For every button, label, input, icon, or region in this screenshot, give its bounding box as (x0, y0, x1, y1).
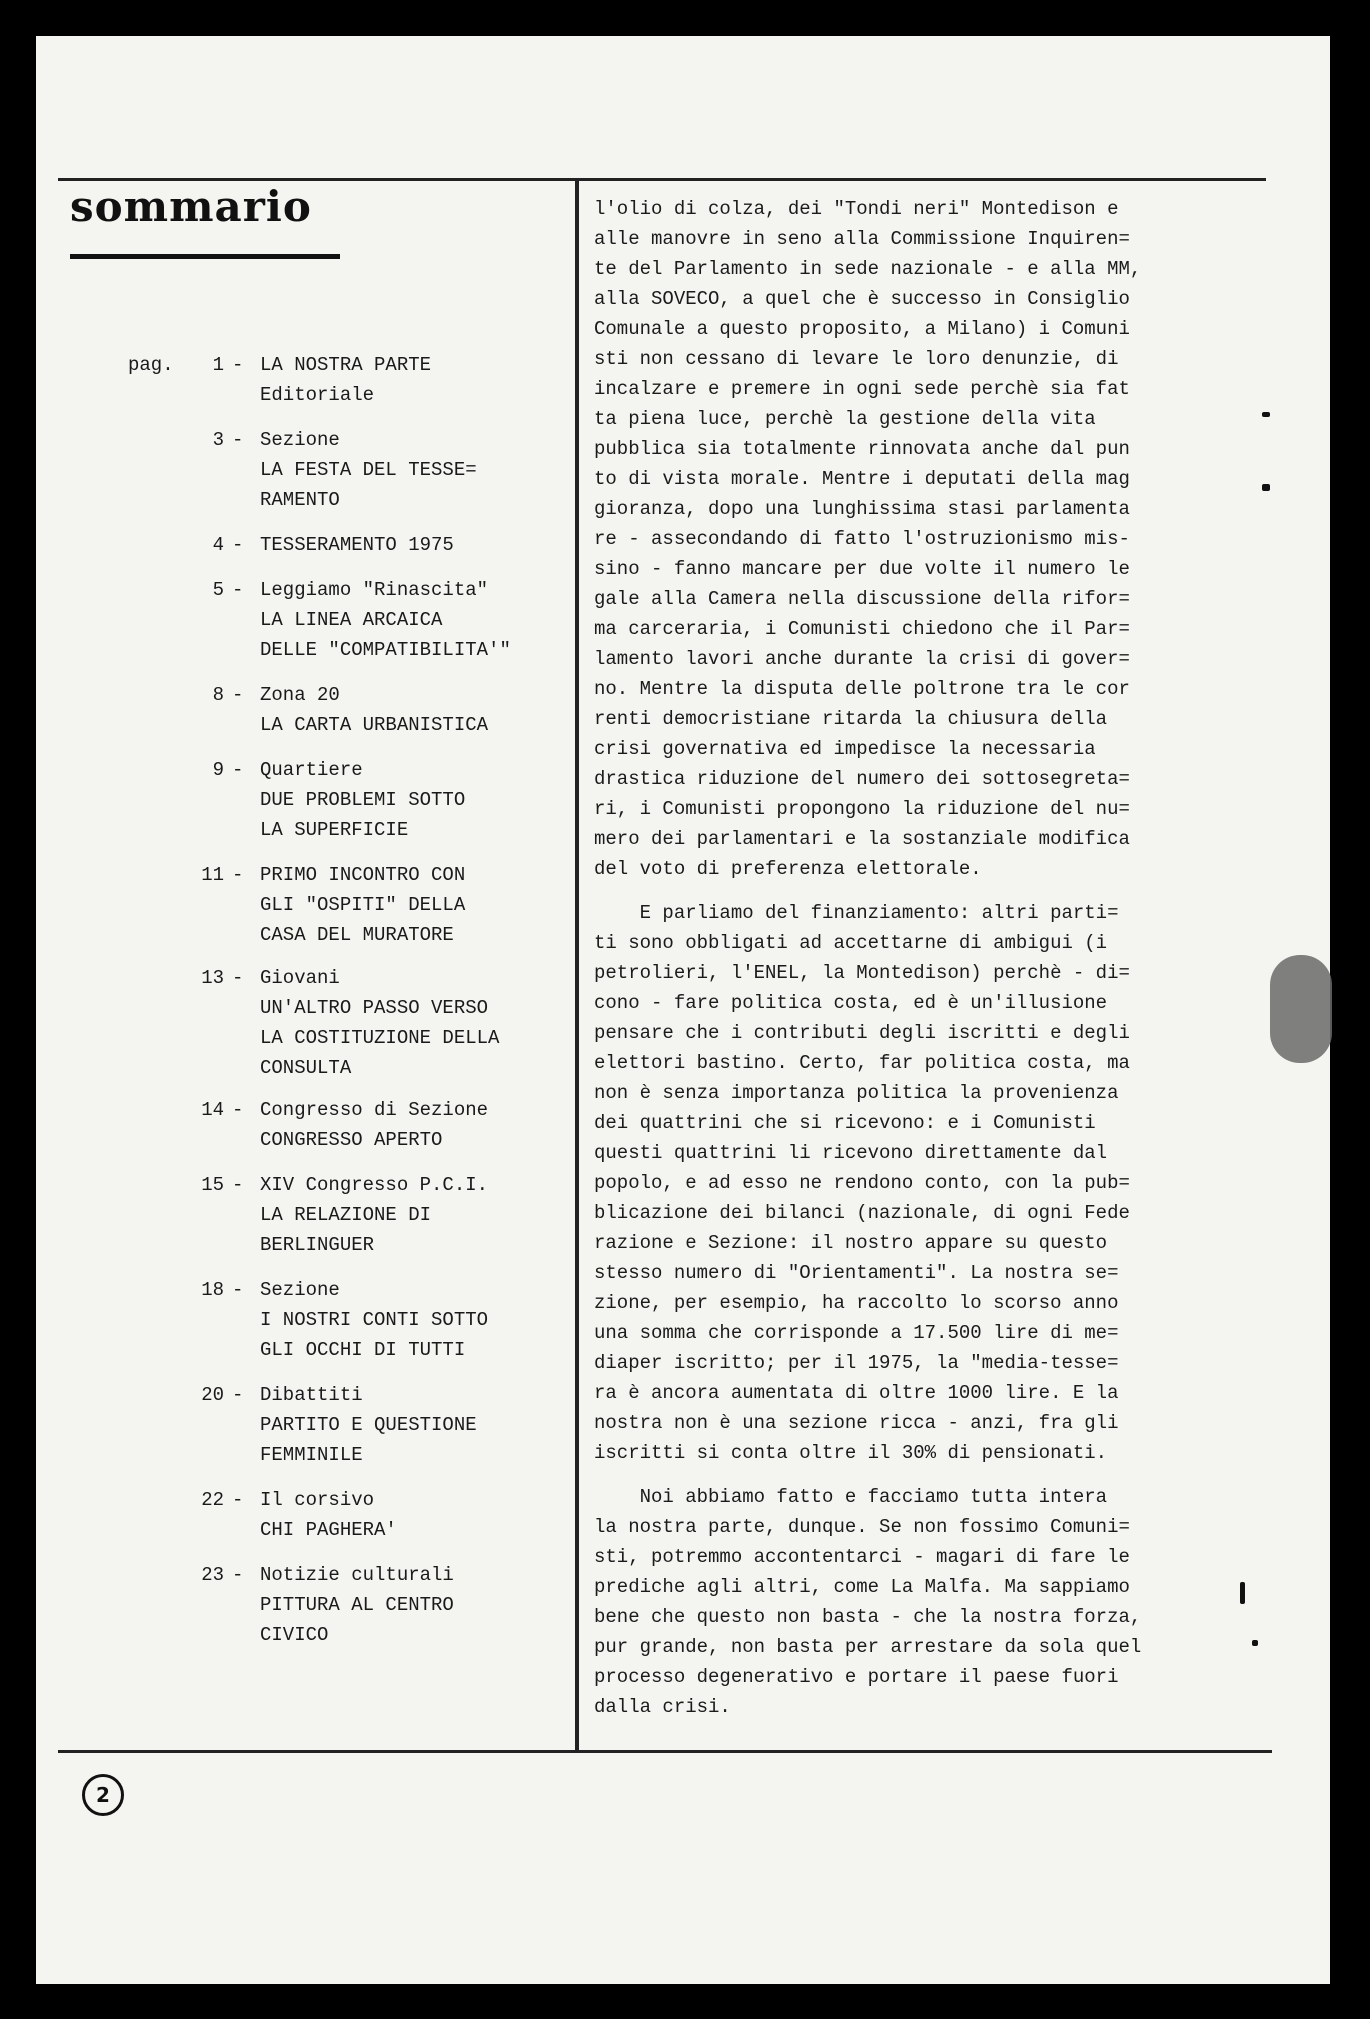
toc-entry-line: LA COSTITUZIONE DELLA (260, 1027, 500, 1049)
toc-entry-line: Dibattiti (260, 1384, 363, 1406)
ink-speck (1262, 412, 1270, 417)
toc-entry-lines (260, 1380, 560, 1470)
toc-entry-line: LA NOSTRA PARTE (260, 354, 432, 376)
toc-entry-line: BERLINGUER (260, 1234, 375, 1256)
toc-entry-lines (260, 963, 560, 1083)
ink-speck (1262, 484, 1270, 491)
bottom-rule (58, 1750, 1272, 1753)
top-rule (58, 178, 1266, 181)
toc-entry-line: Il corsivo (260, 1489, 375, 1511)
toc-entry-line: UN'ALTRO PASSO VERSO (260, 997, 489, 1019)
toc-entry-line: Zona 20 (260, 684, 340, 706)
toc-entry-line: Sezione (260, 429, 340, 451)
toc-dash: - (232, 1174, 244, 1196)
toc-entry-line: Notizie culturali (260, 1564, 454, 1586)
toc-dash: - (232, 354, 244, 376)
toc-entry-line: CIVICO (260, 1624, 329, 1646)
article-paragraph: Noi abbiamo fatto e facciamo tutta intera la nostra parte, dunque. Se non fossimo Comuni= sti, potremmo accontentarci - magari di fare le prediche agli altri, come La Malfa. Ma sappiamo bene che questo non basta - che la nostra forza, pur grande, non basta per arrestare da sola quel processo degenerativo e portare il paese fuori dalla crisi. (594, 1486, 1142, 1718)
toc-dash: - (232, 1564, 244, 1586)
toc-entry-line: RAMENTO (260, 489, 340, 511)
toc-entry-lines (260, 425, 560, 515)
toc-entry-lines (260, 755, 560, 845)
toc-dash: - (232, 534, 244, 556)
ink-speck (1252, 1640, 1258, 1646)
toc-page-number: 5 (212, 579, 224, 601)
toc-page-number: 15 (201, 1174, 224, 1196)
toc-entry-line: TESSERAMENTO 1975 (260, 534, 454, 556)
toc-entry-lines (260, 1095, 560, 1155)
page-number: 2 (82, 1774, 124, 1816)
toc-entry-line: DUE PROBLEMI SOTTO (260, 789, 466, 811)
toc-entry-line: LA CARTA URBANISTICA (260, 714, 489, 736)
toc-entry-line: Congresso di Sezione (260, 1099, 489, 1121)
toc-entry-line: Quartiere (260, 759, 363, 781)
toc-page-number: 8 (212, 684, 224, 706)
toc-dash: - (232, 967, 244, 989)
toc-entry-lines (260, 1275, 560, 1365)
toc-entry-line: Leggiamo "Rinascita" (260, 579, 489, 601)
toc-entry-line: PITTURA AL CENTRO (260, 1594, 454, 1616)
toc-entry-lines (260, 1560, 560, 1650)
article-paragraph: l'olio di colza, dei "Tondi neri" Montedison e alle manovre in seno alla Commissione Inquiren= te del Parlamento in sede nazionale - e alla MM, alla SOVECO, a quel che è successo in Consiglio Comunale a questo proposito, a Milano) i Comuni sti non cessano di levare le loro denunzie, di incalzare e premere in ogni sede perchè sia fat ta piena luce, perchè la gestione della vita pubblica sia totalmente rinnovata anche dal pun to di vista morale. Mentre i deputati della mag gioranza, dopo una lunghissima stasi parlamenta re - assecondando di fatto l'ostruzionismo mis- sino - fanno mancare per due volte il numero le gale alla Camera nella discussione della rifor= ma carceraria, i Comunisti chiedono che il Par= lamento lavori anche durante la crisi di gover= no. Mentre la disputa delle poltrone tra le cor renti democristiane ritarda la chiusura della crisi governativa ed impedisce la necessaria drastica riduzione del numero dei sottosegreta= ri, i Comunisti propongono la riduzione del nu= mero dei parlamentari e la sostanziale modifica del voto di preferenza elettorale. (594, 198, 1142, 880)
toc-dash: - (232, 579, 244, 601)
toc-page-number: 3 (212, 429, 224, 451)
toc-entry-line: LA LINEA ARCAICA (260, 609, 443, 631)
toc-entry-lines (260, 350, 560, 410)
sommario-title: sommario (70, 182, 312, 231)
ink-speck (1240, 1582, 1245, 1604)
toc-dash: - (232, 864, 244, 886)
toc-entry-lines (260, 530, 560, 560)
toc-page-number: 18 (201, 1279, 224, 1301)
toc-entry-line: Editoriale (260, 384, 375, 406)
toc-dash: - (232, 429, 244, 451)
toc-entry-line: LA FESTA DEL TESSE= (260, 459, 477, 481)
toc-entry-line: FEMMINILE (260, 1444, 363, 1466)
toc-entry-line: CHI PAGHERA' (260, 1519, 397, 1541)
ink-smudge (1270, 955, 1332, 1063)
toc-entry-line: DELLE "COMPATIBILITA'" (260, 639, 511, 661)
toc-dash: - (232, 1099, 244, 1121)
toc-page-number: 1 (212, 354, 224, 376)
toc-entry-line: PRIMO INCONTRO CON (260, 864, 466, 886)
toc-page-number: 13 (201, 967, 224, 989)
toc-entry-line: PARTITO E QUESTIONE (260, 1414, 477, 1436)
toc-page-number: 20 (201, 1384, 224, 1406)
toc-dash: - (232, 684, 244, 706)
toc-entry-line: CONGRESSO APERTO (260, 1129, 443, 1151)
toc-entry-line: GLI "OSPITI" DELLA (260, 894, 466, 916)
toc-dash: - (232, 759, 244, 781)
toc-entry-line: Sezione (260, 1279, 340, 1301)
toc-entry-line: GLI OCCHI DI TUTTI (260, 1339, 466, 1361)
toc-entry-lines (260, 680, 560, 740)
toc-page-number: 23 (201, 1564, 224, 1586)
toc-dash: - (232, 1489, 244, 1511)
toc-dash: - (232, 1384, 244, 1406)
toc-page-number: 14 (201, 1099, 224, 1121)
toc-page-number: 9 (212, 759, 224, 781)
toc-entry-line: I NOSTRI CONTI SOTTO (260, 1309, 489, 1331)
toc-entry-line: CASA DEL MURATORE (260, 924, 454, 946)
article-paragraph: E parliamo del finanziamento: altri parti= ti sono obbligati ad accettarne di ambigui (i petrolieri, l'ENEL, la Montedison) perchè - di= cono - fare politica costa, ed è un'illusione pensare che i contributi degli iscritti e degli elettori bastino. Certo, far politica costa, ma non è senza importanza politica la provenienza dei quattrini che si ricevono: e i Comunisti questi quattrini li ricevono direttamente dal popolo, e ad esso ne rendono conto, con la pub= blicazione dei bilanci (nazionale, di ogni Fede razione e Sezione: il nostro appare su questo stesso numero di "Orientamenti". La nostra se= zione, per esempio, ha raccolto lo scorso anno una somma che corrisponde a 17.500 lire di me= diaper iscritto; per il 1975, la "media-tesse= ra è ancora aumentata di oltre 1000 lire. E la nostra non è una sezione ricca - anzi, fra gli iscritti si conta oltre il 30% di pensionati. (594, 902, 1130, 1464)
toc-page-number: 4 (212, 534, 224, 556)
column-divider (575, 180, 579, 1750)
toc-page-number: 11 (201, 864, 224, 886)
toc-entry-lines (260, 1485, 560, 1545)
toc-dash: - (232, 1279, 244, 1301)
toc-entry-line: LA RELAZIONE DI (260, 1204, 432, 1226)
toc-entry-line: LA SUPERFICIE (260, 819, 409, 841)
toc-page-number: 22 (201, 1489, 224, 1511)
title-underline (70, 254, 340, 259)
pag-label: pag. (128, 354, 174, 376)
toc-entry-lines (260, 860, 560, 950)
toc-entry-lines (260, 575, 560, 665)
article-column (594, 194, 1234, 1722)
toc-entry-lines (260, 1170, 560, 1260)
toc-entry-line: XIV Congresso P.C.I. (260, 1174, 489, 1196)
toc-entry-line: Giovani (260, 967, 340, 989)
toc-entry-line: CONSULTA (260, 1057, 352, 1079)
